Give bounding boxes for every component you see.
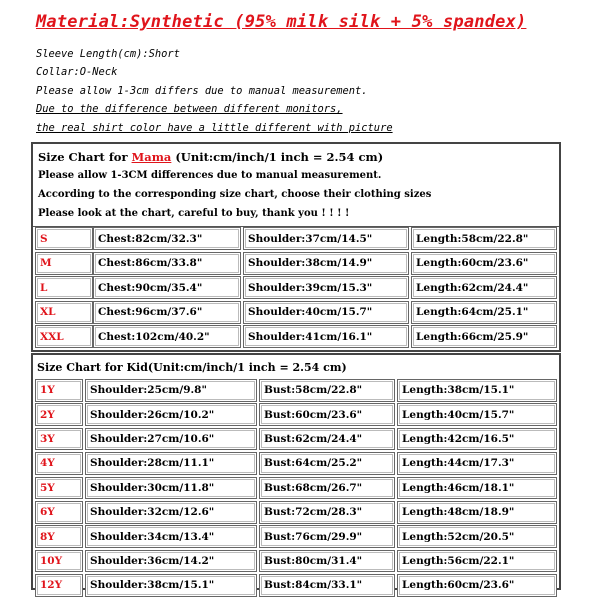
mama-shoulder-cell: Shoulder:40cm/15.7" — [243, 301, 409, 324]
kid-length-cell: Length:60cm/23.6" — [397, 574, 557, 597]
mama-chart-header — [33, 144, 559, 227]
kid-shoulder-cell: Shoulder:38cm/15.1" — [85, 574, 257, 597]
kid-chart-heading: Size Chart for Kid(Unit:cm/inch/1 inch = 2.54 cm) — [37, 361, 347, 374]
kid-length-cell: Length:38cm/15.1" — [397, 379, 557, 402]
mama-length-cell: Length:60cm/23.6" — [411, 252, 557, 275]
kid-length-cell: Length:42cm/16.5" — [397, 428, 557, 451]
kid-length-cell: Length:40cm/15.7" — [397, 403, 557, 426]
kid-bust-cell: Bust:62cm/24.4" — [259, 428, 395, 451]
heading-highlight-mama: Mama — [131, 150, 172, 164]
mama-size-cell: L — [35, 276, 93, 299]
kid-bust-cell: Bust:76cm/29.9" — [259, 525, 395, 548]
mama-length-cell: Length:64cm/25.1" — [411, 301, 557, 324]
color-note-line: the real shirt color have a little different with picture — [36, 121, 393, 134]
kid-size-cell: 10Y — [35, 550, 83, 573]
kid-shoulder-cell: Shoulder:30cm/11.8" — [85, 477, 257, 500]
mama-shoulder-cell: Shoulder:39cm/15.3" — [243, 276, 409, 299]
monitor-note-line: Due to the difference between different monitors, — [36, 103, 343, 116]
mama-length-cell: Length:62cm/24.4" — [411, 276, 557, 299]
mama-size-cell: S — [35, 227, 93, 250]
mama-size-cell: M — [35, 252, 93, 275]
kid-bust-cell: Bust:72cm/28.3" — [259, 501, 395, 524]
heading-suffix: (Unit:cm/inch/1 inch = 2.54 cm) — [171, 150, 384, 164]
kid-bust-cell: Bust:68cm/26.7" — [259, 477, 395, 500]
kid-size-cell: 8Y — [35, 525, 83, 548]
mama-length-cell: Length:58cm/22.8" — [411, 227, 557, 250]
kid-size-cell: 2Y — [35, 403, 83, 426]
kid-shoulder-cell: Shoulder:28cm/11.1" — [85, 452, 257, 475]
mama-length-cell: Length:66cm/25.9" — [411, 325, 557, 348]
kid-length-cell: Length:46cm/18.1" — [397, 477, 557, 500]
kid-bust-cell: Bust:58cm/22.8" — [259, 379, 395, 402]
material-title: Material:Synthetic (95% milk silk + 5% spandex) — [36, 12, 527, 32]
kid-shoulder-cell: Shoulder:27cm/10.6" — [85, 428, 257, 451]
mama-note-1: Please allow 1-3CM differences due to manual measurement. — [38, 170, 382, 181]
kid-size-cell: 12Y — [35, 574, 83, 597]
kid-shoulder-cell: Shoulder:25cm/9.8" — [85, 379, 257, 402]
kid-size-chart — [31, 353, 561, 590]
mama-chart-heading — [38, 150, 383, 164]
kid-size-cell: 1Y — [35, 379, 83, 402]
kid-length-cell: Length:44cm/17.3" — [397, 452, 557, 475]
mama-size-cell: XXL — [35, 325, 93, 348]
kid-bust-cell: Bust:84cm/33.1" — [259, 574, 395, 597]
heading-prefix: Size Chart for — [38, 150, 132, 164]
kid-length-cell: Length:48cm/18.9" — [397, 501, 557, 524]
mama-chest-cell: Chest:96cm/37.6" — [93, 301, 241, 324]
kid-length-cell: Length:56cm/22.1" — [397, 550, 557, 573]
measurement-note-line: Please allow 1-3cm differs due to manual measurement. — [36, 84, 368, 97]
mama-shoulder-cell: Shoulder:37cm/14.5" — [243, 227, 409, 250]
kid-bust-cell: Bust:60cm/23.6" — [259, 403, 395, 426]
kid-size-cell: 4Y — [35, 452, 83, 475]
mama-chest-cell: Chest:82cm/32.3" — [93, 227, 241, 250]
mama-shoulder-cell: Shoulder:38cm/14.9" — [243, 252, 409, 275]
mama-note-2: According to the corresponding size chart, choose their clothing sizes — [38, 189, 432, 200]
collar-line: Collar:O-Neck — [36, 66, 118, 79]
kid-bust-cell: Bust:80cm/31.4" — [259, 550, 395, 573]
kid-size-cell: 6Y — [35, 501, 83, 524]
kid-shoulder-cell: Shoulder:34cm/13.4" — [85, 525, 257, 548]
kid-shoulder-cell: Shoulder:26cm/10.2" — [85, 403, 257, 426]
kid-bust-cell: Bust:64cm/25.2" — [259, 452, 395, 475]
product-info — [36, 45, 393, 137]
kid-size-cell: 5Y — [35, 477, 83, 500]
kid-length-cell: Length:52cm/20.5" — [397, 525, 557, 548]
kid-shoulder-cell: Shoulder:32cm/12.6" — [85, 501, 257, 524]
mama-chest-cell: Chest:102cm/40.2" — [93, 325, 241, 348]
mama-chest-cell: Chest:86cm/33.8" — [93, 252, 241, 275]
mama-size-cell: XL — [35, 301, 93, 324]
kid-size-cell: 3Y — [35, 428, 83, 451]
mama-chest-cell: Chest:90cm/35.4" — [93, 276, 241, 299]
kid-shoulder-cell: Shoulder:36cm/14.2" — [85, 550, 257, 573]
sleeve-length-line: Sleeve Length(cm):Short — [36, 48, 180, 60]
mama-size-chart — [31, 142, 561, 352]
mama-shoulder-cell: Shoulder:41cm/16.1" — [243, 325, 409, 348]
mama-note-3: Please look at the chart, careful to buy, thank you ! ! ! ! — [38, 208, 350, 219]
